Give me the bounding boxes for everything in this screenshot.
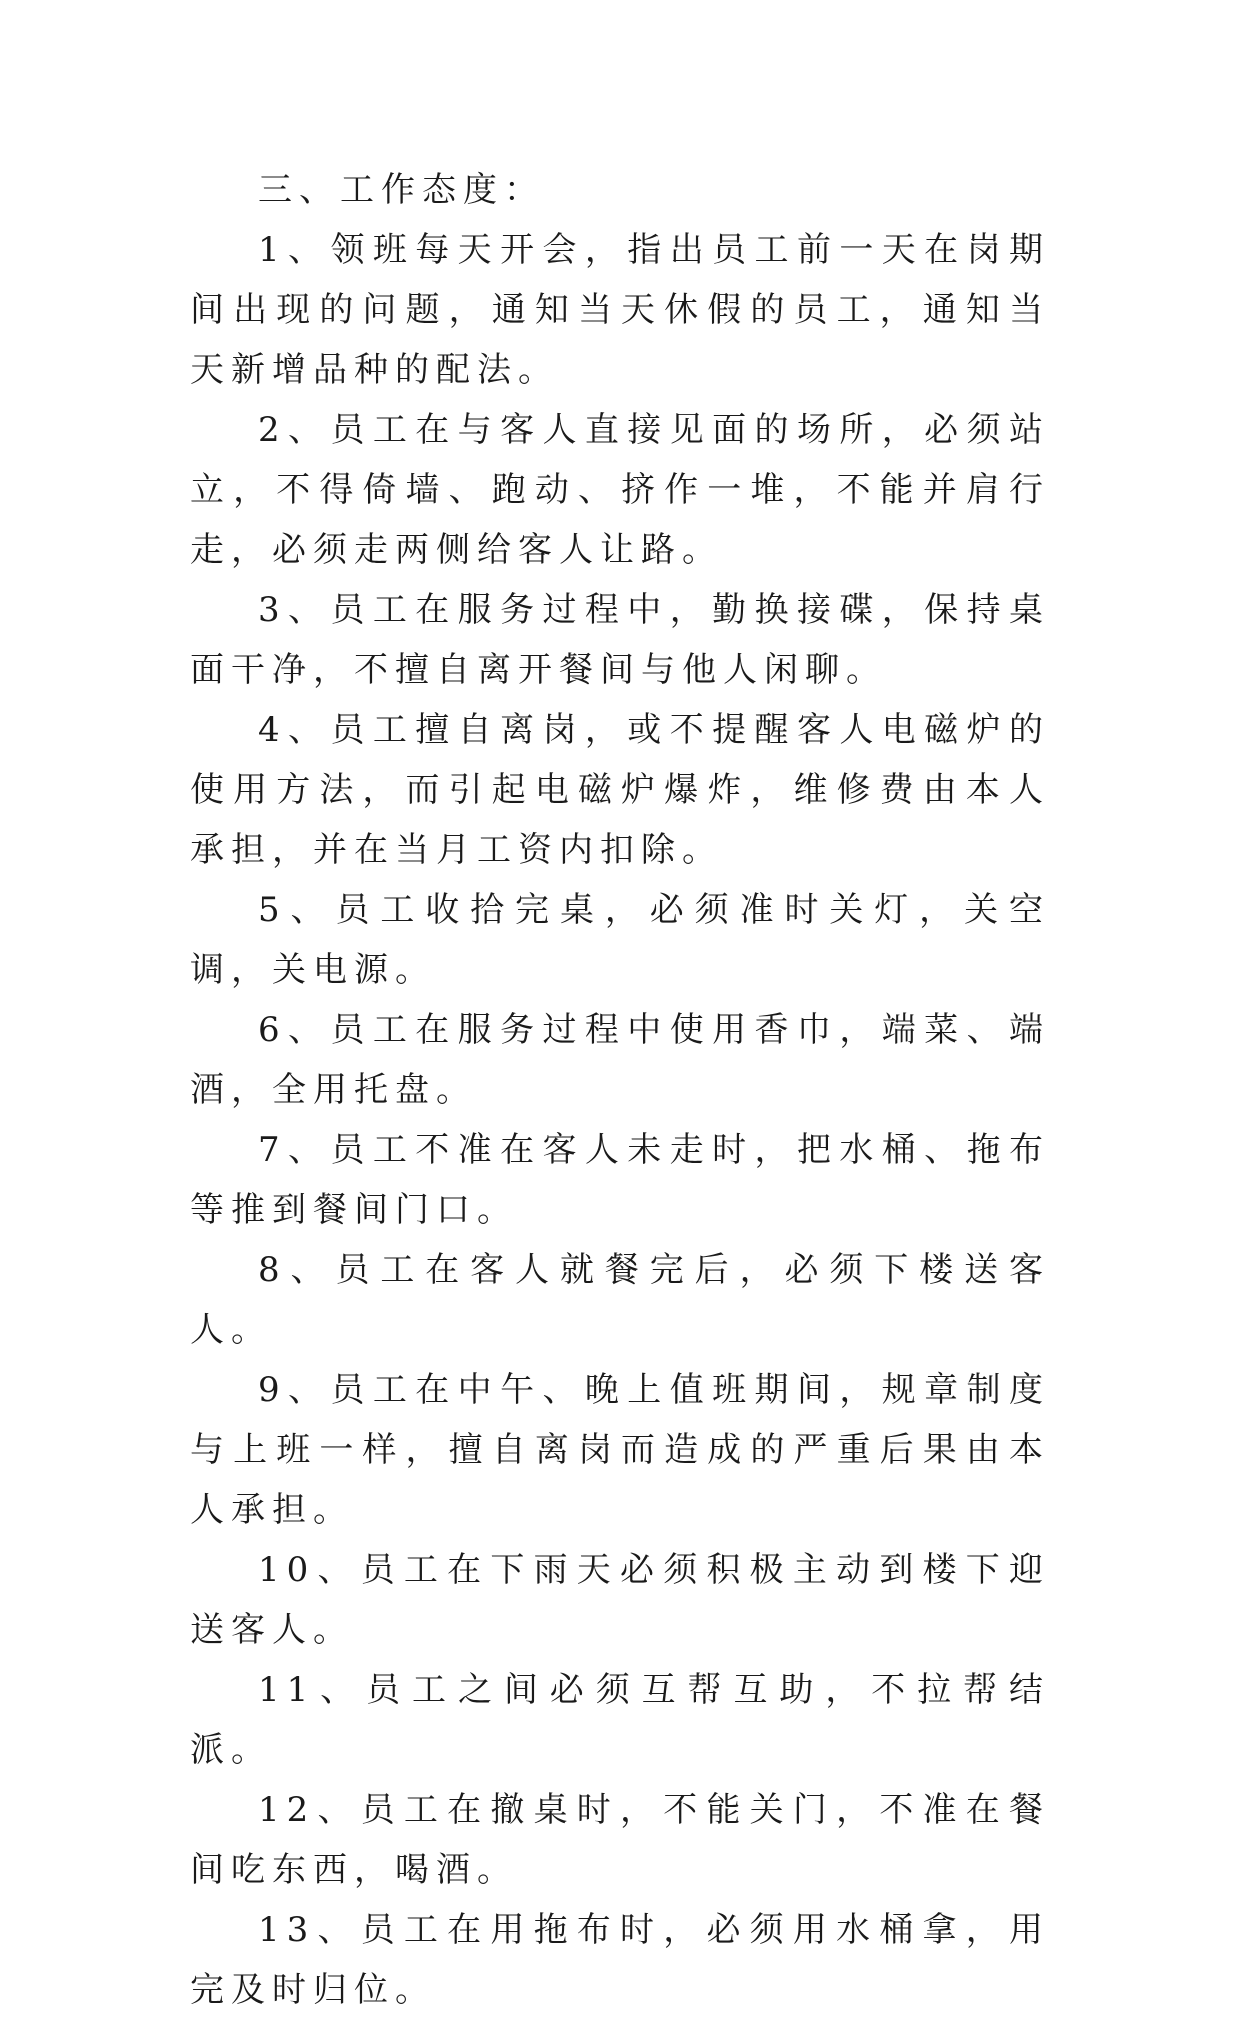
list-item-5: 5、员工收拾完桌，必须准时关灯，关空调，关电源。 (190, 890, 1050, 990)
list-item-2: 2、员工在与客人直接见面的场所，必须站立，不得倚墙、跑动、挤作一堆，不能并肩行走，必须走两侧给客人让路。 (190, 410, 1050, 570)
list-item-7: 7、员工不准在客人未走时，把水桶、拖布等推到餐间门口。 (190, 1130, 1050, 1230)
list-item-13: 13、员工在用拖布时，必须用水桶拿，用完及时归位。 (190, 1910, 1050, 2010)
list-item-8: 8、员工在客人就餐完后，必须下楼送客人。 (190, 1250, 1050, 1350)
section-heading: 三、工作态度： (258, 170, 545, 210)
list-item-1: 1、领班每天开会，指出员工前一天在岗期间出现的问题，通知当天休假的员工，通知当天新增品种的配法。 (190, 230, 1050, 390)
list-item-9: 9、员工在中午、晚上值班期间，规章制度与上班一样，擅自离岗而造成的严重后果由本人承担。 (190, 1370, 1050, 1530)
list-item-6: 6、员工在服务过程中使用香巾，端菜、端酒，全用托盘。 (190, 1010, 1050, 1110)
list-item-12: 12、员工在撤桌时，不能关门，不准在餐间吃东西，喝酒。 (190, 1790, 1050, 1890)
list-item-4: 4、员工擅自离岗，或不提醒客人电磁炉的使用方法，而引起电磁炉爆炸，维修费由本人承担，并在当月工资内扣除。 (190, 710, 1050, 870)
list-item-10: 10、员工在下雨天必须积极主动到楼下迎送客人。 (190, 1550, 1050, 1650)
list-item-11: 11、员工之间必须互帮互助，不拉帮结派。 (190, 1670, 1050, 1770)
document-body (190, 160, 1050, 2020)
list-item-3: 3、员工在服务过程中，勤换接碟，保持桌面干净，不擅自离开餐间与他人闲聊。 (190, 590, 1050, 690)
